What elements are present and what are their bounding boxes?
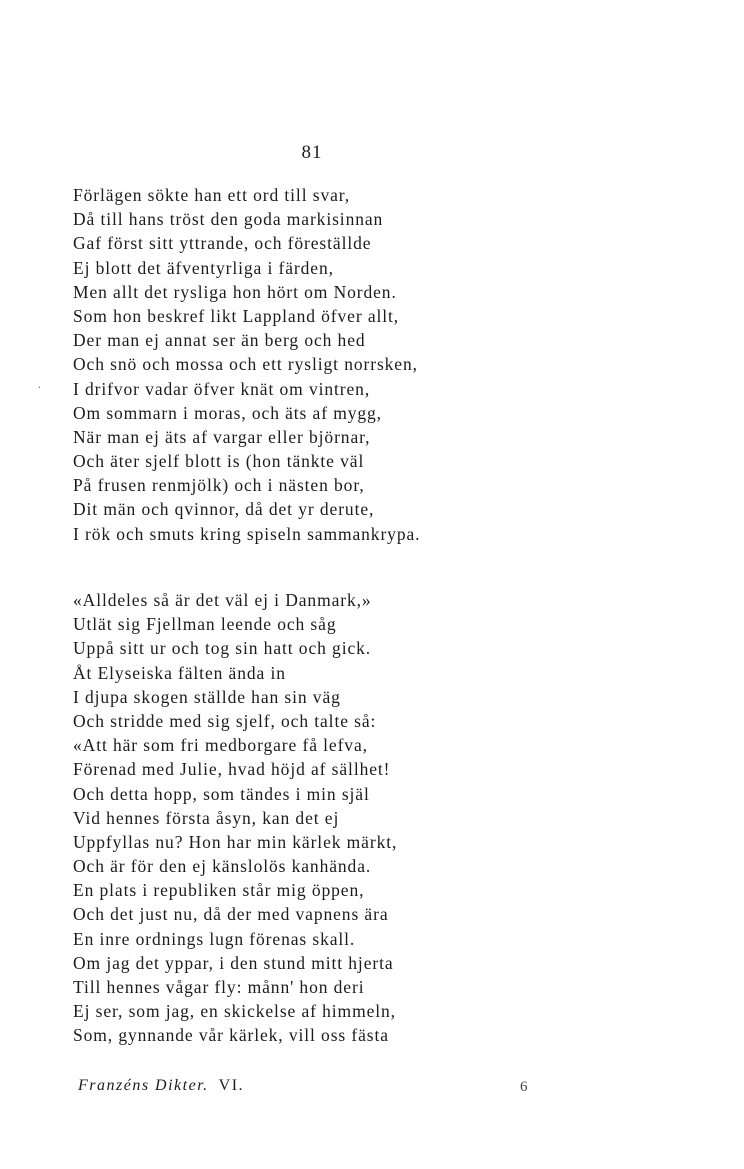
verse-line: I drifvor vadar öfver knät om vintren, (73, 378, 371, 399)
verse-line: Förenad med Julie, hvad höjd af sällhet! (73, 759, 391, 780)
verse-line: Som, gynnande vår kärlek, vill oss fästa (73, 1025, 389, 1046)
verse-line: Der man ej annat ser än berg och hed (73, 330, 366, 351)
sheet-signature: 6 (520, 1079, 528, 1095)
verse-line: Men allt det rysliga hon hört om Norden. (73, 281, 397, 302)
footer-book-title: Franzéns Dikter. (78, 1077, 209, 1094)
verse-line: När man ej äts af vargar eller björnar, (73, 426, 371, 447)
verse-line: Och det just nu, då der med vapnens ära (73, 904, 389, 925)
verse-line: Förlägen sökte han ett ord till svar, (73, 185, 351, 205)
page-footer (78, 1077, 578, 1101)
verse-line: Åt Elyseiska fälten ända in (73, 662, 286, 683)
verse-line: Om sommarn i moras, och äts af mygg, (73, 402, 382, 423)
verse-line: Till hennes vågar fly: månn' hon deri (73, 977, 365, 997)
verse-line: Och är för den ej känslolös kanhända. (73, 856, 372, 877)
verse-line: Då till hans tröst den goda markisinnan (73, 209, 384, 230)
verse-line: Ej blott det äfventyrliga i färden, (73, 257, 334, 278)
verse-line: Och äter sjelf blott is (hon tänkte väl (73, 451, 365, 472)
verse-line: Uppå sitt ur och tog sin hatt och gick. (73, 638, 372, 659)
verse-line: I djupa skogen ställde han sin väg (73, 686, 341, 707)
verse-line: Och snö och mossa och ett rysligt norrsken, (73, 354, 418, 375)
verse-line: Och detta hopp, som tändes i min själ (73, 783, 370, 804)
verse-line: «Alldeles så är det väl ej i Danmark,» (73, 590, 372, 610)
footer-volume: VI. (218, 1077, 245, 1094)
verse-line: «Att här som fri medborgare få lefva, (73, 735, 368, 756)
stanza-2 (73, 588, 533, 1048)
verse-line: Som hon beskref likt Lappland öfver allt, (73, 305, 400, 326)
verse-line: Utlät sig Fjellman leende och såg (73, 614, 337, 635)
verse-line: Dit män och qvinnor, då det yr derute, (73, 499, 375, 520)
verse-line: Gaf först sitt yttrande, och föreställde (73, 233, 372, 254)
verse-line: Och stridde med sig sjelf, och talte så: (73, 710, 377, 731)
footer-title (78, 1077, 244, 1095)
verse-line: Om jag det yppar, i den stund mitt hjerta (73, 952, 394, 973)
margin-mark: . (38, 377, 41, 391)
verse-line: Uppfyllas nu? Hon har min kärlek märkt, (73, 831, 398, 852)
verse-line: En inre ordnings lugn förenas skall. (73, 928, 356, 949)
page-number: 81 (301, 142, 323, 163)
stanza-1 (73, 183, 533, 546)
verse-line: Ej ser, som jag, en skickelse af himmeln, (73, 1001, 396, 1022)
verse-line: I rök och smuts kring spiseln sammankrypa. (73, 523, 421, 544)
verse-line: Vid hennes första åsyn, kan det ej (73, 807, 340, 828)
verse-line: En plats i republiken står mig öppen, (73, 880, 365, 901)
verse-line: På frusen renmjölk) och i nästen bor, (73, 475, 365, 496)
